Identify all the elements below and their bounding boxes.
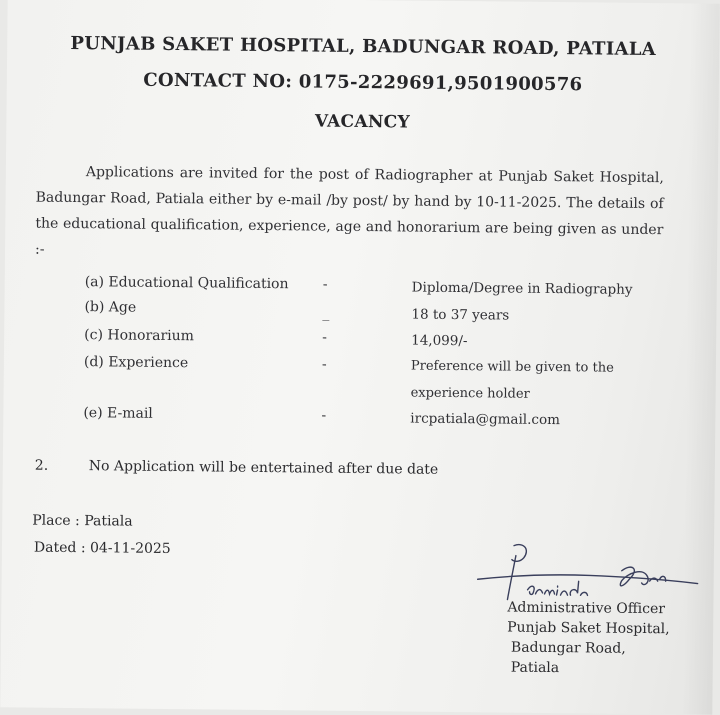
note-text: No Application will be entertained after due date: [88, 458, 439, 478]
detail-label-experience: (d) Experience: [83, 354, 189, 372]
city: Patiala: [510, 659, 560, 677]
designation: Administrative Officer: [507, 599, 666, 618]
contact-heading: CONTACT NO: 0175-2229691,9501900576: [143, 69, 583, 96]
detail-label-email: (e) E-mail: [83, 405, 153, 422]
detail-label-honorarium: (c) Honorarium: [84, 327, 195, 345]
intro-paragraph: Applications are invited for the post of Radiographer at Punjab Saket Hospital, Badungar Road, Patiala either by e-mail /by post/ by hand by 10-11-2025. The details of the educational qualification, experience, age and honorarium are being given as under :-: [35, 164, 664, 258]
vacancy-title: VACANCY: [314, 111, 411, 133]
signature-block: [507, 598, 670, 680]
detail-value-email: ircpatiala@gmail.com: [410, 410, 561, 429]
note-number: 2.: [34, 457, 49, 474]
detail-separator: -: [321, 407, 327, 424]
detail-label-age: (b) Age: [84, 299, 137, 316]
dated-line: Dated : 04-11-2025: [33, 539, 171, 558]
place-line: Place : Patiala: [32, 512, 133, 530]
detail-separator: -: [322, 329, 328, 346]
detail-separator: -: [321, 356, 327, 373]
detail-value-honorarium: 14,099/-: [411, 332, 468, 350]
detail-value-age: 18 to 37 years: [411, 306, 510, 324]
detail-separator: -: [322, 276, 328, 293]
detail-label-qualification: (a) Educational Qualification: [84, 274, 289, 293]
page-shadow: [682, 3, 719, 714]
road: Badungar Road,: [510, 639, 626, 657]
hospital-heading: PUNJAB SAKET HOSPITAL, BADUNGAR ROAD, PATIALA: [70, 32, 657, 61]
detail-value-qualification: Diploma/Degree in Radiography: [411, 279, 633, 298]
hospital-name: Punjab Saket Hospital,: [507, 619, 670, 638]
detail-separator: _: [322, 305, 330, 322]
detail-value-experience: Preference will be given to the experience holder: [410, 358, 614, 402]
